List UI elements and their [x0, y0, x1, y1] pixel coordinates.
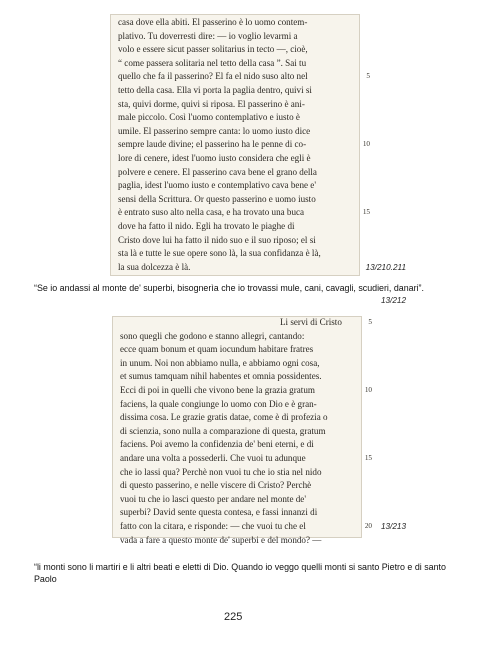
line-text: plativo. Tu doverresti dire: — io voglio levarmi a [118, 30, 298, 41]
page-number: 225 [224, 611, 243, 623]
line-text: sensi della Scrittura. Or questo passerino e uomo iusto [118, 193, 316, 204]
line-text: dove ha fatto il nido. Egli ha trovato le piaghe di [118, 220, 295, 231]
line-text: in unum. Noi non abbiamo nulla, e abbiamo ogni cosa, [120, 357, 320, 368]
line-text: tetto della casa. Ella vi porta la paglia dentro, quivi si [118, 84, 312, 95]
line-text: sono quegli che godono e stanno allegri, cantando: [120, 330, 305, 341]
line-text: sta, quivi dorme, quivi si riposa. El passerino è ani- [118, 98, 305, 109]
text-line [118, 179, 360, 193]
text-line [120, 520, 372, 534]
text-line [120, 316, 372, 330]
line-text: umile. El passerino sempre canta: lo uomo iusto dice [118, 125, 311, 136]
text-line [118, 166, 360, 180]
text-line [120, 438, 362, 452]
line-text: Ecci di poi in quelli che vivono bene la grazia gratum [120, 384, 315, 395]
text-line [118, 125, 360, 139]
text-line [118, 98, 360, 112]
line-number: 10 [362, 140, 370, 149]
scan-clipping-1 [110, 14, 370, 276]
text-line [120, 506, 362, 520]
line-text: quello che fa il passerino? El fa el nido suso alto nel [118, 71, 308, 82]
text-line [120, 398, 362, 412]
text-line [118, 84, 360, 98]
text-line [120, 370, 362, 384]
line-number: 10 [364, 385, 372, 394]
line-text: vuoi tu che io lasci questo per andare nel monte de' [120, 493, 306, 504]
line-text: et sumus tamquam nihil habentes et omnia possidentes. [120, 371, 322, 382]
text-line [120, 411, 362, 425]
text-line [118, 247, 360, 261]
text-line [120, 384, 372, 398]
text-line [120, 479, 362, 493]
line-text: Cristo dove lui ha fatto il nido suo e il suo riposo; el si [118, 234, 316, 245]
text-line [118, 30, 360, 44]
line-text: casa dove ella abiti. El passerino è lo uomo contem- [118, 17, 308, 27]
line-text: di questo passerino, e nelle viscere di Cristo? Perchè [120, 480, 312, 491]
text-line [118, 193, 360, 207]
text-line [118, 261, 360, 275]
text-line [120, 357, 362, 371]
text-line [118, 220, 360, 234]
text-line [118, 43, 360, 57]
reference-1: 13/210.211 [365, 263, 406, 272]
text-line [120, 425, 362, 439]
line-text: faciens. Poi avemo la confidenzia de' beni eterni, e di [120, 439, 314, 450]
text-line [118, 57, 360, 71]
line-text: che io lassi qua? Perchè non vuoi tu che io stia nel nido [120, 466, 322, 477]
line-number: 15 [364, 453, 372, 462]
line-text: sempre laude divine; el passerino ha le penne di co- [118, 139, 307, 150]
line-text: faciens, la quale congiunge lo uomo con Dio e è gran- [120, 398, 317, 409]
text-line [118, 70, 370, 84]
line-text: dissima cosa. Le grazie gratis datae, come è di profezia o [120, 412, 328, 423]
text-line [118, 152, 360, 166]
line-text: superbi? David sente questa contesa, e fassi innanzi di [120, 507, 318, 518]
text-line [120, 343, 362, 357]
line-text: male piccolo. Così l'uomo contemplativo e iusto è [118, 112, 300, 123]
line-number: 5 [366, 72, 370, 81]
quote-2: “li monti sono li martiri e li altri beati e eletti di Dio. Quando io veggo quelli monti si santo Pietro e di santo Paolo [34, 562, 446, 584]
reference-2: 13/212 [380, 296, 406, 305]
line-text: vada a fare a questo monte de' superbi e del mondo? — [120, 534, 322, 545]
text-line [118, 111, 360, 125]
line-number: 15 [362, 208, 370, 217]
scan-clipping-2 [112, 316, 372, 545]
line-text: “ come passera solitaria nel tetto della casa ”. Sai tu [118, 57, 307, 68]
text-line [120, 452, 372, 466]
line-text: fatto con la citara, e risponde: — che vuoi tu che el [120, 520, 306, 531]
text-line [118, 16, 360, 30]
text-line [120, 330, 362, 344]
text-line [120, 534, 362, 548]
line-text: andare una volta a possederli. Che vuoi tu adunque [120, 452, 306, 463]
line-text: lore di cenere, idest l'uomo iusto considera che egli è [118, 152, 311, 163]
line-text: polvere e cenere. El passerino cava bene el grano della [118, 166, 317, 177]
line-number: 5 [368, 318, 372, 326]
text-line [120, 466, 362, 480]
text-line [118, 138, 370, 152]
clipping-1-text [118, 16, 370, 274]
text-line [120, 493, 362, 507]
line-text: la sua dolcezza è là. [118, 261, 191, 272]
quote-1: “Se io andassi al monte de' superbi, bisognerìa che io trovassi mule, cani, cavagli, scudieri, danari”. [34, 283, 424, 293]
line-text: Li servi di Cristo [280, 317, 342, 327]
reference-3: 13/213 [380, 522, 406, 531]
line-number: 20 [364, 521, 372, 530]
line-text: paglia, idest l'uomo iusto e contemplativo cava bene e' [118, 180, 316, 191]
line-text: è entrato suso alto nella casa, e ha trovato una buca [118, 207, 305, 218]
text-line [118, 206, 370, 220]
text-line [118, 234, 360, 248]
line-text: di scienzia, sono nulla a comparazione di questa, gratum [120, 425, 326, 436]
line-text: sta là e tutte le sue opere sono là, la sua confidanza è là, [118, 248, 321, 259]
line-text: ecce quam bonum et quam iocundum habitare fratres [120, 344, 314, 355]
clipping-2-text [120, 316, 372, 547]
line-text: volo e essere sicut passer solitarius in tecto —, cioè, [118, 44, 308, 55]
